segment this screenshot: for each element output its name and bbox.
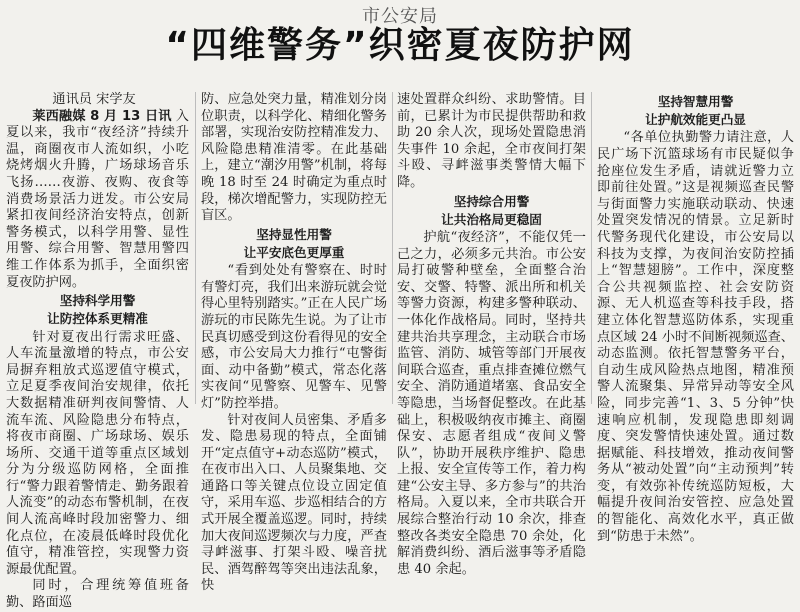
column-divider	[195, 92, 196, 404]
article-column-1	[6, 92, 189, 611]
column-divider	[591, 92, 592, 404]
column-1-rest	[6, 293, 189, 612]
lead-paragraph: 入夏以来，我市“夜经济”持续升温，商圈夜市人流如织，小吃烧烤烟火升腾，广场球场音乐飞扬……夜游、夜购、夜食等消费场景活力迸发。市公安局紧扣夜间经济治安特点，创新警务模式，以科学用警、显性用警、综合用警、智慧用警四维工作体系为抓手，全面织密夏夜防护网。	[6, 108, 189, 290]
byline-reporter: 通讯员 宋学友	[52, 92, 136, 107]
byline-dateline	[6, 109, 189, 292]
subheading: 让共治格局更稳固	[441, 211, 542, 227]
article-column-3	[397, 92, 586, 577]
subheading: 让护航效能更凸显	[645, 112, 746, 128]
paragraph: 同时，合理统筹值班备勤、路面巡	[6, 578, 189, 611]
subheading: 让平安底色更厚重	[243, 244, 345, 260]
subheading: 坚持科学用警	[59, 293, 136, 309]
paragraph: “各单位执勤警力请注意，人民广场下沉篮球场有市民疑似争抢座位发生矛盾，请就近警力立即前往处置。”这是视频巡查民警与街面警力实施联动联动、快速处置突发情况的情景。立足新时代警务现代化建设，市公安局以科技为支撑，为夜间治安防控插上“智慧翅膀”。工作中，深度整合公共视频监控、社会安防资源、无人机巡查等科技手段，搭建立体化智慧巡防体系，实现重点区域 24 小时不间断视频巡查、动态监测。依托智慧警务平台，自动生成风险热点地图，精准预警人流聚集、异常异动等安全风险，同步完善“1、3、5 分钟”快速响应机制，发现隐患即刻调度、突发警情快速处置。通过数据赋能、科技增效，推动夜间警务从“被动处置”向“主动预判”转变，有效弥补传统巡防短板，大幅提升夜间治安管控、应急处置的智能化、高效化水平，真正做到“防患于未然”。	[597, 130, 794, 544]
paragraph: 护航“夜经济”，不能仅凭一己之力，必须多元共治。市公安局打破警种壁垒，全面整合治安、交警、特警、派出所和机关等警力资源，构建多警种联动、一体化作战格局。同时，坚持共建共治共享理念，主动联合市场监管、消防、城管等部门开展夜间联合巡查，重点排查摊位燃气安全、消防通道堵塞、食品安全等隐患，当场督促整改。在此基础上，积极吸纳夜市摊主、商圈保安、志愿者组成“夜间义警队”，协助开展秩序维护、隐患上报、安全宣传等工作，着力构建“公安主导、多方参与”的共治格局。入夏以来，全市共联合开展综合整治行动 10 余次，排查整改各类安全隐患 70 余处，化解消费纠纷、酒后滋事等矛盾隐患 40 余起。	[397, 229, 586, 577]
paragraph: 针对夜间人员密集、矛盾多发、隐患易现的特点，全面铺开“定点值守+动态巡防”模式，在夜市出入口、人员聚集地、交通路口等关键点位设立固定值守，采用车巡、步巡相结合的方式开展全覆盖巡逻。同时，持续加大夜间巡逻频次与力度，严查寻衅滋事、打架斗殴、噪音扰民、酒驾醉驾等突出违法乱象，快	[201, 412, 387, 594]
subheading: 坚持综合用警	[453, 193, 530, 209]
subheading: 坚持显性用警	[256, 226, 332, 242]
article-column-2	[201, 92, 387, 594]
paragraph: 针对夏夜出行需求旺盛、人车流量激增的特点，市公安局摒弃粗放式巡逻值守模式，立足夏季夜间治安规律，依托大数据精准研判夜间警情、人流车流、风险隐患分布特点，将夜市商圈、广场球场、娱乐场所、交通干道等重点区域划分为分级巡防网格，全面推行“警力跟着警情走、勤务跟着人流变”的动态布警机制，在夜间人流高峰时段加密警力、细化点位，在凌晨低峰时段优化值守，精准管控，实现警力资源最优配置。	[6, 329, 189, 577]
paragraph: 速处置群众纠纷、求助警情。目前，已累计为市民提供帮助和救助 20 余人次，现场处置隐患消失事件 10 余起，全市夜间打架斗殴、寻衅滋事类警情大幅下降。	[397, 92, 586, 190]
subheading: 让防控体系更精准	[47, 311, 148, 327]
paragraph: 防、应急处突力量，精准划分岗位职责，以科学化、精细化警务部署，实现治安防控精准发力、风险隐患精准清零。在此基础上，建立“潮汐用警”机制，将每晚 18 时至 24 时确定为重点时段，梯次增配警力，实现防控无盲区。	[201, 92, 387, 224]
subheading: 坚持智慧用警	[657, 94, 734, 109]
section-label: 市公安局	[362, 6, 438, 27]
headline: “四维警务”织密夏夜防护网	[165, 25, 635, 66]
paragraph: “看到处处有警察在、时时有警灯亮，我们出来游玩就会觉得心里特别踏实。”正在人民广场游玩的市民陈先生说。为了让市民真切感受到这份看得见的安全感，市公安局大力推行“屯警街面、动中备勤”模式，常态化落实夜间“见警察、见警车、见警灯”防控举措。	[201, 263, 387, 411]
dateline: 莱西融媒 8 月 13 日讯	[32, 108, 172, 124]
column-divider	[392, 92, 393, 404]
article-column-4	[597, 92, 794, 544]
